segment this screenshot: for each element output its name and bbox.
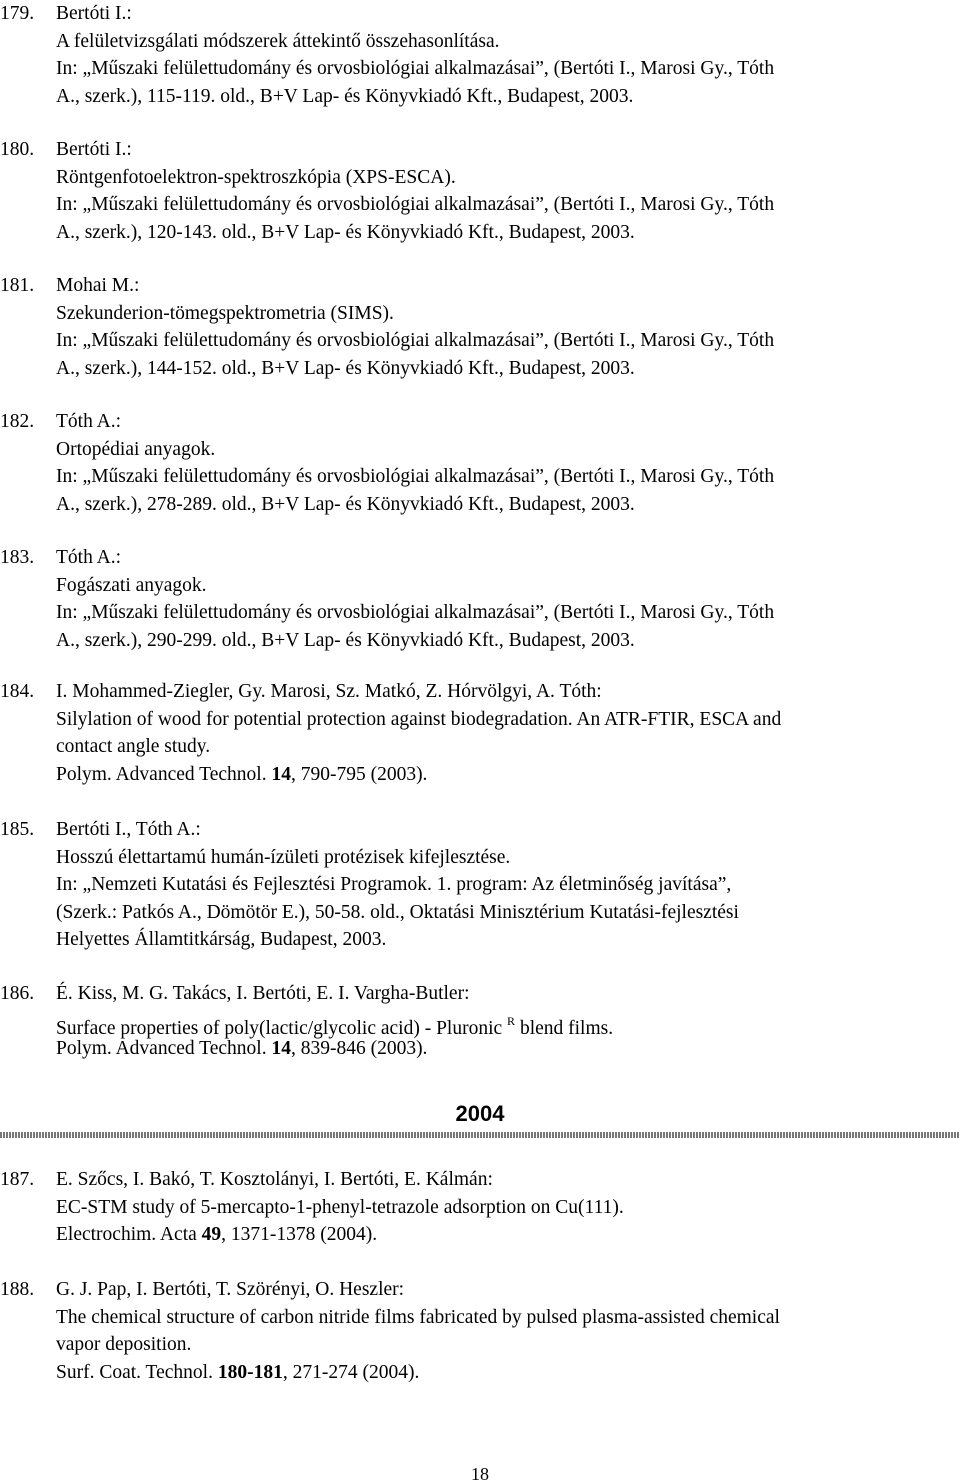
journal-name: Polym. Advanced Technol. (56, 763, 267, 785)
entry-authors: Bertóti I.: (56, 139, 132, 160)
entry-number: 180. (0, 139, 35, 160)
entry-authors: Bertóti I.: (56, 3, 132, 24)
entry-source-line: A., szerk.), 278-289. old., B+V Lap- és Könyvkiadó Kft., Budapest, 2003. (56, 493, 635, 515)
entry-source-line: A., szerk.), 120-143. old., B+V Lap- és Könyvkiadó Kft., Budapest, 2003. (56, 221, 635, 243)
journal-pages: , 1371-1378 (2004). (221, 1224, 378, 1245)
section-divider (0, 1132, 960, 1138)
entry-citation (56, 1221, 377, 1249)
entry-title: Surface properties of poly(lactic/glycolic acid) - Pluronic $^R$ blend films. (56, 1013, 614, 1039)
entry-title: Silylation of wood for potential protection against biodegradation. An ATR-FTIR, ESCA and (56, 708, 782, 730)
entry-title: Szekunderion-tömegspektrometria (SIMS). (56, 302, 394, 324)
journal-volume: 14 (271, 1038, 291, 1059)
entry-authors: Mohai M.: (56, 275, 140, 296)
journal-pages: , 271-274 (2004). (282, 1361, 420, 1383)
journal-name: Polym. Advanced Technol. (56, 1038, 267, 1059)
entry-citation (56, 1035, 427, 1063)
entry-source-line: In: „Műszaki felülettudomány és orvosbiológiai alkalmazásai”, (Bertóti I., Marosi Gy., Tóth (56, 194, 775, 215)
entry-number: 187. (0, 1169, 35, 1190)
entry-source-line: In: „Műszaki felülettudomány és orvosbiológiai alkalmazásai”, (Bertóti I., Marosi Gy., Tóth (56, 466, 775, 487)
entry-authors: Bertóti I., Tóth A.: (56, 819, 201, 840)
entry-citation (56, 761, 427, 789)
entry-source-line: A., szerk.), 144-152. old., B+V Lap- és Könyvkiadó Kft., Budapest, 2003. (56, 357, 635, 379)
entry-number: 182. (0, 411, 35, 432)
journal-name: Surf. Coat. Technol. (56, 1361, 213, 1383)
year-heading: 2004 (455, 1101, 505, 1126)
entry-title: Röntgenfotoelektron-spektroszkópia (XPS-ESCA). (56, 166, 456, 188)
entry-authors: É. Kiss, M. G. Takács, I. Bertóti, E. I. Vargha-Butler: (56, 983, 470, 1004)
journal-volume: 14 (271, 763, 291, 785)
entry-title: Ortopédiai anyagok. (56, 438, 216, 460)
journal-name: Electrochim. Acta (56, 1224, 197, 1245)
entry-source-line: A., szerk.), 290-299. old., B+V Lap- és Könyvkiadó Kft., Budapest, 2003. (56, 629, 635, 651)
entry-authors: Tóth A.: (56, 411, 122, 432)
registered-mark: R (507, 1013, 516, 1028)
entry-source-line: In: „Műszaki felülettudomány és orvosbiológiai alkalmazásai”, (Bertóti I., Marosi Gy., Tóth (56, 58, 775, 79)
entry-number: 179. (0, 3, 35, 24)
entry-title: The chemical structure of carbon nitride films fabricated by pulsed plasma-assisted chemical (56, 1306, 780, 1328)
journal-pages: , 839-846 (2003). (290, 1038, 428, 1059)
entry-number: 186. (0, 983, 35, 1004)
page-number: 18 (471, 1464, 489, 1484)
entry-title-continued: vapor deposition. (56, 1334, 192, 1355)
entry-title: Fogászati anyagok. (56, 574, 207, 596)
entry-source-line: In: „Nemzeti Kutatási és Fejlesztési Programok. 1. program: Az életminőség javítása”, (56, 874, 732, 895)
entry-authors: Tóth A.: (56, 547, 122, 568)
entry-source-line: Helyettes Államtitkárság, Budapest, 2003. (56, 929, 387, 950)
entry-title: EC-STM study of 5-mercapto-1-phenyl-tetrazole adsorption on Cu(111). (56, 1196, 624, 1218)
entry-source-line: A., szerk.), 115-119. old., B+V Lap- és Könyvkiadó Kft., Budapest, 2003. (56, 85, 634, 107)
entry-number: 188. (0, 1279, 35, 1300)
entry-number: 181. (0, 275, 35, 296)
entry-citation (56, 1359, 419, 1387)
entry-source-line: (Szerk.: Patkós A., Dömötör E.), 50-58. old., Oktatási Minisztérium Kutatási-fejlesztési (56, 901, 739, 923)
entry-title: A felületvizsgálati módszerek áttekintő összehasonlítása. (56, 30, 500, 52)
journal-pages: , 790-795 (2003). (290, 763, 428, 785)
journal-volume: 49 (201, 1224, 222, 1245)
entry-number: 185. (0, 819, 35, 840)
entry-authors: E. Szőcs, I. Bakó, T. Kosztolányi, I. Bertóti, E. Kálmán: (56, 1169, 493, 1190)
entry-source-line: In: „Műszaki felülettudomány és orvosbiológiai alkalmazásai”, (Bertóti I., Marosi Gy., Tóth (56, 330, 775, 351)
entry-title-continued: contact angle study. (56, 736, 211, 757)
entry-title: Hosszú élettartamú humán-ízületi protézisek kifejlesztése. (56, 846, 511, 868)
entry-number: 183. (0, 547, 35, 568)
journal-volume: 180-181 (217, 1361, 283, 1383)
entry-number: 184. (0, 681, 35, 702)
entry-source-line: In: „Műszaki felülettudomány és orvosbiológiai alkalmazásai”, (Bertóti I., Marosi Gy., Tóth (56, 602, 775, 623)
entry-authors: I. Mohammed-Ziegler, Gy. Marosi, Sz. Matkó, Z. Hórvölgyi, A. Tóth: (56, 681, 602, 702)
entry-authors: G. J. Pap, I. Bertóti, T. Szörényi, O. Heszler: (56, 1279, 405, 1300)
